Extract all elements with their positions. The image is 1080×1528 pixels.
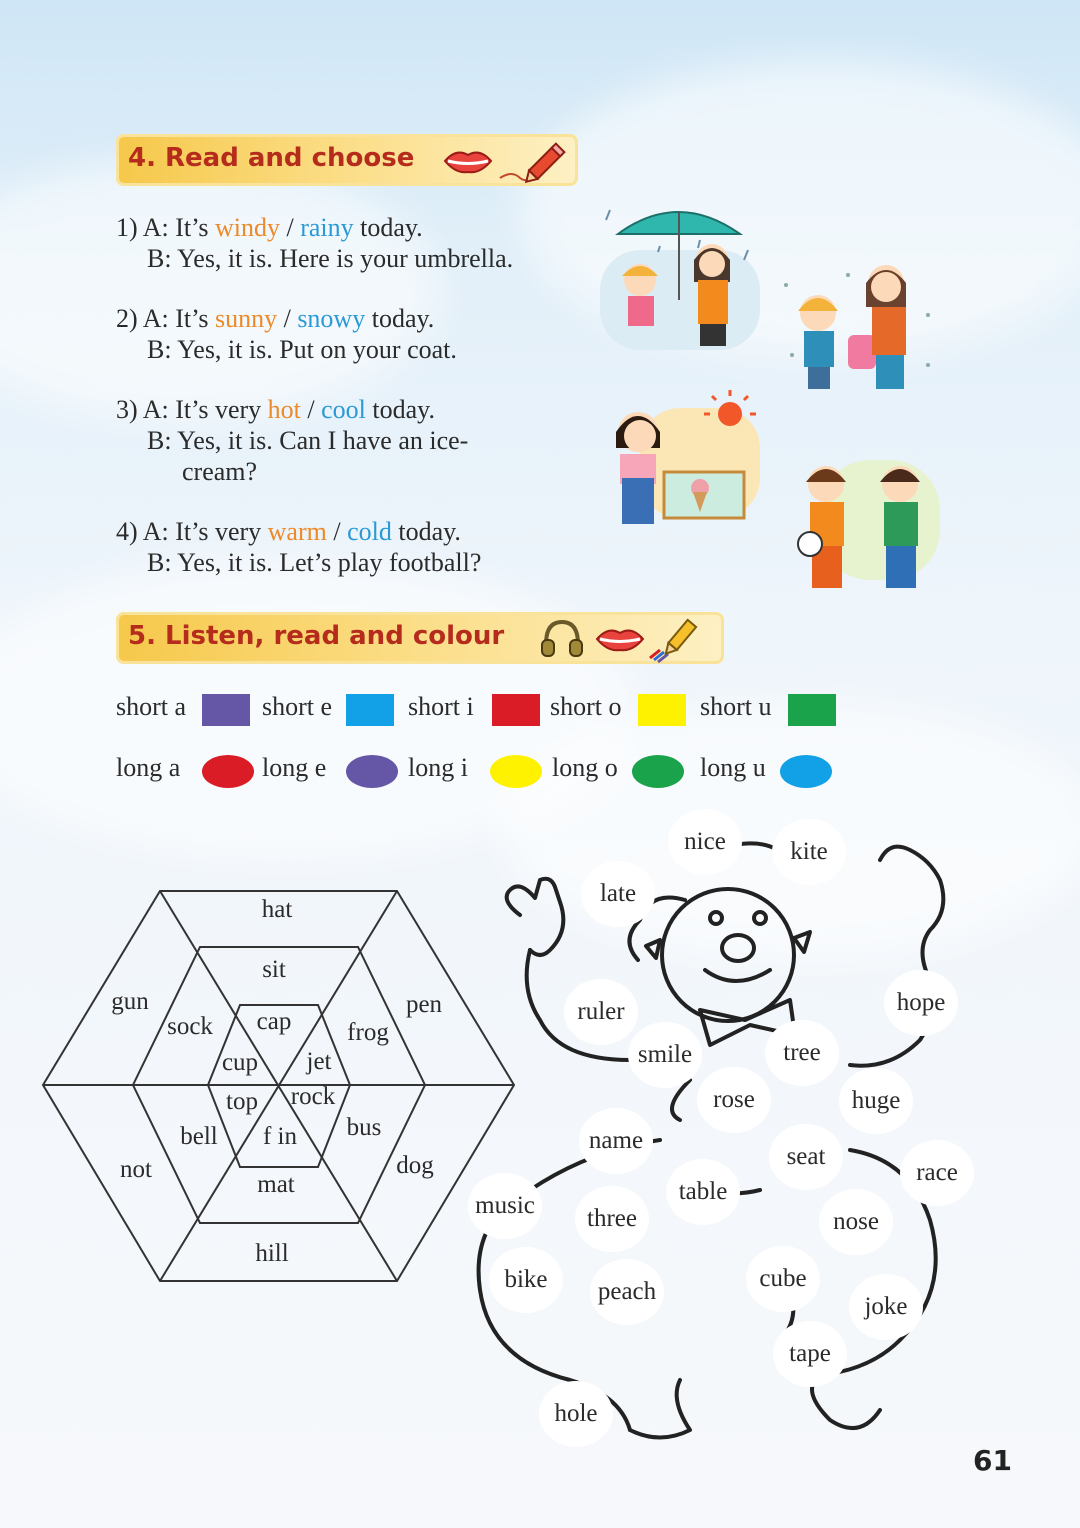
long-key-swatch	[632, 755, 684, 788]
short-key-label: short o	[550, 692, 622, 721]
section4-title: 4. Read and choose	[128, 143, 415, 173]
option-cold[interactable]: cold	[347, 517, 392, 546]
long-key-swatch	[346, 755, 398, 788]
option-hot[interactable]: hot	[267, 395, 301, 424]
option-warm[interactable]: warm	[267, 517, 327, 546]
clown-word[interactable]: tape	[789, 1340, 831, 1367]
headphones-icon	[540, 618, 584, 658]
clown-word[interactable]: table	[678, 1178, 728, 1205]
short-key-label: short e	[262, 692, 333, 721]
short-key-swatch	[346, 694, 394, 726]
short-key-swatch	[788, 694, 836, 726]
hexagon-word[interactable]: top	[226, 1088, 258, 1115]
clown-word[interactable]: peach	[597, 1278, 657, 1305]
long-key-label: long o	[552, 753, 618, 782]
clown-word[interactable]: nose	[833, 1208, 879, 1235]
question-3: 3) A: It’s very hot / cool today. B: Yes, it is. Can I have an ice- cream?	[116, 395, 469, 486]
option-windy[interactable]: windy	[214, 213, 280, 242]
question-4: 4) A: It’s very warm / cold today. B: Yes, it is. Let’s play football?	[116, 517, 482, 577]
hexagon-word[interactable]: bus	[346, 1114, 382, 1141]
clown-word[interactable]: hole	[554, 1400, 598, 1427]
section4-banner	[116, 134, 578, 186]
clown-word[interactable]: cube	[759, 1265, 807, 1292]
question-2: 2) A: It’s sunny / snowy today. B: Yes, it is. Put on your coat.	[116, 304, 457, 364]
short-key-swatch	[492, 694, 540, 726]
rainy-umbrella-illustration	[600, 190, 760, 355]
clown-word[interactable]: nice	[684, 828, 726, 855]
clown-word[interactable]: kite	[790, 838, 828, 865]
short-key-label: short a	[116, 692, 187, 721]
section5-title: 5. Listen, read and colour	[128, 621, 505, 651]
hexagon-word[interactable]: gun	[111, 988, 149, 1015]
clown-word[interactable]: three	[587, 1205, 637, 1232]
hexagon-word[interactable]: jet	[306, 1048, 332, 1075]
short-key-label: short u	[700, 692, 772, 721]
cloud-decoration	[0, 160, 440, 420]
option-cool[interactable]: cool	[321, 395, 366, 424]
short-key-swatch	[202, 694, 250, 726]
clown-word[interactable]: hope	[896, 989, 946, 1016]
clown-word[interactable]: race	[916, 1159, 958, 1186]
hexagon-word[interactable]: sock	[167, 1013, 213, 1040]
hexagon-word[interactable]: dog	[396, 1152, 434, 1179]
clown-word[interactable]: late	[599, 880, 637, 907]
hexagon-word[interactable]: cap	[256, 1008, 292, 1035]
warm-football-illustration	[790, 460, 940, 595]
long-key-swatch	[490, 755, 542, 788]
long-key-swatch	[202, 755, 254, 788]
pencil-icon	[498, 138, 568, 184]
option-sunny[interactable]: sunny	[214, 304, 278, 333]
clown-word[interactable]: music	[475, 1192, 535, 1219]
clown-outline	[460, 820, 980, 1450]
hexagon-word[interactable]: sit	[262, 956, 286, 983]
pencil-icon	[646, 614, 706, 664]
lips-icon	[442, 146, 494, 176]
hexagon-word[interactable]: mat	[257, 1171, 295, 1198]
clown-word[interactable]: bike	[504, 1266, 548, 1293]
option-snowy[interactable]: snowy	[297, 304, 366, 333]
hexagon-word[interactable]: bell	[180, 1123, 218, 1150]
clown-word[interactable]: rose	[713, 1086, 755, 1113]
hexagon-word[interactable]: frog	[347, 1019, 389, 1046]
long-key-swatch	[780, 755, 832, 788]
question-1: 1) A: It’s windy / rainy today. B: Yes, it is. Here is your umbrella.	[116, 213, 514, 273]
clown-word[interactable]: smile	[637, 1041, 693, 1068]
snowy-coat-illustration	[778, 255, 943, 395]
clown-word[interactable]: name	[588, 1127, 644, 1154]
hexagon-word[interactable]: hat	[261, 896, 293, 923]
long-key-label: long i	[408, 753, 468, 782]
section5-banner	[116, 612, 724, 664]
hexagon-word[interactable]: not	[120, 1156, 152, 1183]
long-key-label: long e	[262, 753, 327, 782]
hexagon-grid	[40, 885, 520, 1285]
long-key-label: long a	[116, 753, 181, 782]
hexagon-word[interactable]: f in	[262, 1123, 298, 1150]
clown-word[interactable]: joke	[864, 1293, 908, 1320]
hexagon-word[interactable]: cup	[221, 1049, 259, 1076]
hexagon-word[interactable]: hill	[255, 1240, 289, 1267]
page-number: 61	[973, 1444, 1012, 1477]
hexagon-word[interactable]: pen	[405, 991, 443, 1018]
clown-word[interactable]: ruler	[577, 998, 625, 1025]
clown-word[interactable]: huge	[851, 1087, 901, 1114]
short-key-label: short i	[408, 692, 474, 721]
hexagon-word[interactable]: rock	[290, 1083, 336, 1110]
short-key-swatch	[638, 694, 686, 726]
clown-word[interactable]: seat	[786, 1143, 826, 1170]
long-key-label: long u	[700, 753, 766, 782]
clown-word[interactable]: tree	[783, 1039, 821, 1066]
option-rainy[interactable]: rainy	[300, 213, 354, 242]
lips-icon	[594, 624, 646, 654]
hot-icecream-illustration	[600, 388, 760, 528]
